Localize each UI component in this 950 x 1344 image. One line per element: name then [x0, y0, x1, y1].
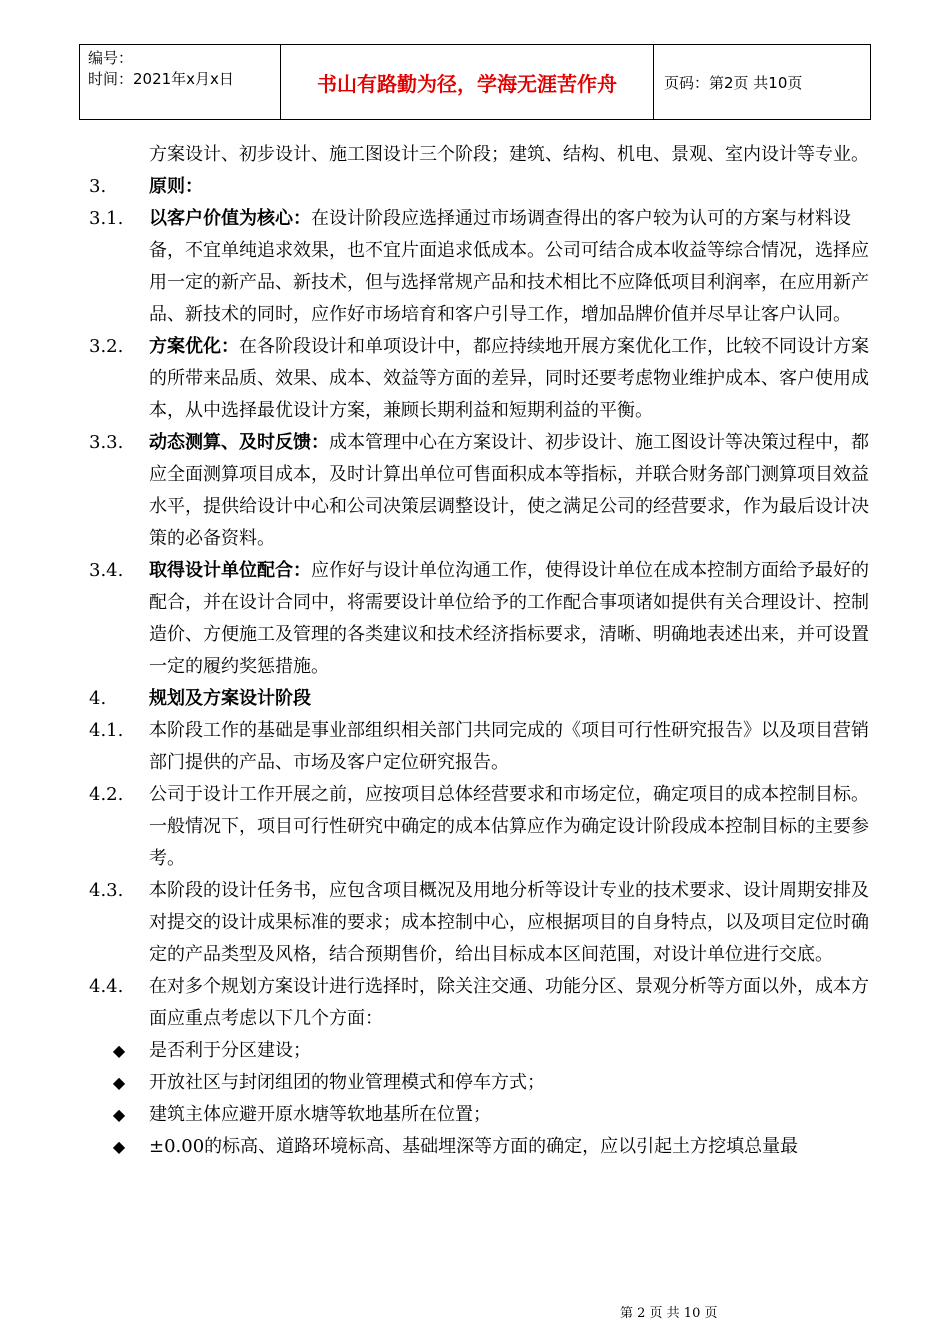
- paragraph-heading: 方案优化：: [149, 336, 239, 357]
- paragraph-number: 3.3.: [89, 432, 124, 453]
- bullet-text: 是否利于分区建设；: [149, 1040, 311, 1061]
- paragraph-heading: 原则：: [149, 176, 203, 197]
- header-motto: 书山有路勤为径，学海无涯苦作舟: [281, 45, 654, 119]
- paragraph-heading: 规划及方案设计阶段: [149, 688, 311, 709]
- paragraph-3: [89, 331, 869, 427]
- paragraph-text: 方案设计、初步设计、施工图设计三个阶段；建筑、结构、机电、景观、室内设计等专业。: [149, 144, 869, 165]
- doc-number-label: 编号：: [88, 49, 134, 67]
- document-body: [89, 139, 869, 1163]
- bullet-item: [89, 1099, 869, 1131]
- diamond-bullet-icon: ◆: [112, 1041, 126, 1060]
- paragraph-10: [89, 971, 869, 1035]
- paragraph-number: 4.4.: [89, 976, 124, 997]
- paragraph-0: [89, 139, 869, 171]
- paragraph-1: [89, 171, 869, 203]
- bullet-item: [89, 1067, 869, 1099]
- diamond-bullet-icon: ◆: [112, 1073, 126, 1092]
- paragraph-heading: 以客户价值为核心：: [149, 208, 311, 229]
- header-table: [79, 44, 871, 120]
- paragraph-number: 4.: [89, 688, 107, 709]
- bullet-text: ±0.00的标高、道路环境标高、基础埋深等方面的确定，应以引起土方挖填总量最: [149, 1136, 799, 1157]
- paragraph-text: 应作好与设计单位沟通工作，使得设计单位在成本控制方面给予最好的配合，并在设计合同中，将需要设计单位给予的工作配合事项诸如提供有关合理设计、控制造价、方便施工及管理的各类建议和技术经济指标要求，清晰、明确地表述出来，并可设置一定的履约奖惩措施。: [149, 560, 869, 677]
- paragraph-text: 本阶段工作的基础是事业部组织相关部门共同完成的《项目可行性研究报告》以及项目营销部门提供的产品、市场及客户定位研究报告。: [149, 720, 869, 773]
- page-footer: 第 2 页 共 10 页: [620, 1306, 718, 1321]
- paragraph-number: 3.: [89, 176, 107, 197]
- paragraph-text: 在设计阶段应选择通过市场调查得出的客户较为认可的方案与材料设备，不宜单纯追求效果，也不宜片面追求低成本。公司可结合成本收益等综合情况，选择应用一定的新产品、新技术，但与选择常规产品和技术相比不应降低项目利润率，在应用新产品、新技术的同时，应作好市场培育和客户引导工作，增加品牌价值并尽早让客户认同。: [149, 208, 869, 325]
- paragraph-heading: 动态测算、及时反馈：: [149, 432, 329, 453]
- bullet-text: 建筑主体应避开原水塘等软地基所在位置；: [149, 1104, 491, 1125]
- paragraph-number: 3.2.: [89, 336, 124, 357]
- paragraph-2: [89, 203, 869, 331]
- paragraph-number: 3.1.: [89, 208, 124, 229]
- paragraph-text: 在对多个规划方案设计进行选择时，除关注交通、功能分区、景观分析等方面以外，成本方面应重点考虑以下几个方面：: [149, 976, 869, 1029]
- paragraph-text: 成本管理中心在方案设计、初步设计、施工图设计等决策过程中，都应全面测算项目成本，及时计算出单位可售面积成本等指标，并联合财务部门测算项目效益水平，提供给设计中心和公司决策层调整设计，使之满足公司的经营要求，作为最后设计决策的必备资料。: [149, 432, 869, 549]
- doc-time-label: 时间：2021年x月x日: [88, 70, 234, 88]
- diamond-bullet-icon: ◆: [112, 1105, 126, 1124]
- header-page-label: 页码：第2页 共10页: [664, 73, 803, 92]
- header-meta: [80, 45, 281, 119]
- paragraph-9: [89, 875, 869, 971]
- bullet-item: [89, 1035, 869, 1067]
- paragraph-number: 4.3.: [89, 880, 124, 901]
- paragraph-7: [89, 715, 869, 779]
- diamond-bullet-icon: ◆: [112, 1137, 126, 1156]
- paragraph-text: 在各阶段设计和单项设计中，都应持续地开展方案优化工作，比较不同设计方案的所带来品质、效果、成本、效益等方面的差异，同时还要考虑物业维护成本、客户使用成本，从中选择最优设计方案，兼顾长期利益和短期利益的平衡。: [149, 336, 869, 421]
- paragraph-number: 3.4.: [89, 560, 124, 581]
- paragraph-heading: 取得设计单位配合：: [149, 560, 311, 581]
- paragraph-5: [89, 555, 869, 683]
- paragraph-text: 本阶段的设计任务书，应包含项目概况及用地分析等设计专业的技术要求、设计周期安排及对提交的设计成果标准的要求；成本控制中心，应根据项目的自身特点，以及项目定位时确定的产品类型及风格，结合预期售价，给出目标成本区间范围，对设计单位进行交底。: [149, 880, 869, 965]
- paragraph-number: 4.1.: [89, 720, 124, 741]
- paragraph-number: 4.2.: [89, 784, 124, 805]
- paragraph-number: [89, 139, 149, 171]
- paragraph-text: 公司于设计工作开展之前，应按项目总体经营要求和市场定位，确定项目的成本控制目标。一般情况下，项目可行性研究中确定的成本估算应作为确定设计阶段成本控制目标的主要参考。: [149, 784, 869, 869]
- paragraph-6: [89, 683, 869, 715]
- bullet-text: 开放社区与封闭组团的物业管理模式和停车方式；: [149, 1072, 545, 1093]
- bullet-item: [89, 1131, 869, 1163]
- paragraph-4: [89, 427, 869, 555]
- paragraph-8: [89, 779, 869, 875]
